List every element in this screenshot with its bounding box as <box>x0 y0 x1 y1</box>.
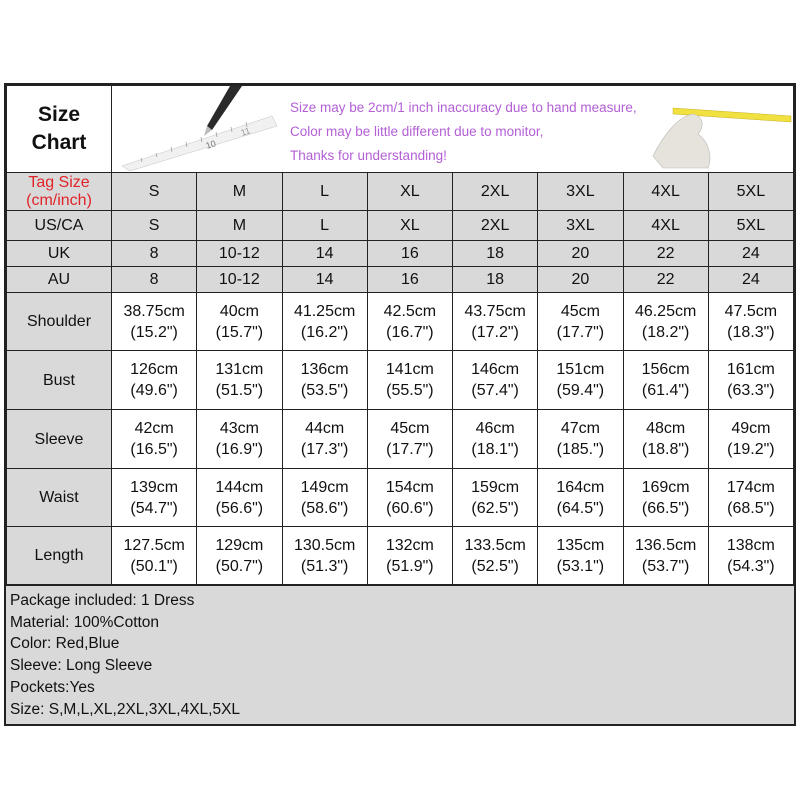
measure-cell: 43cm (16.9") <box>197 410 282 469</box>
cell: XL <box>367 211 452 241</box>
size-cell: 4XL <box>623 173 708 211</box>
measure-cell: 42.5cm (16.7") <box>367 293 452 351</box>
cell: 5XL <box>708 211 793 241</box>
row-label: AU <box>7 267 112 293</box>
size-cell: 3XL <box>538 173 623 211</box>
cell: 4XL <box>623 211 708 241</box>
cell: 10-12 <box>197 241 282 267</box>
measurement-row-length <box>7 527 794 585</box>
row-label: Sleeve <box>7 410 112 469</box>
measure-cell: 42cm (16.5") <box>112 410 197 469</box>
cell: 3XL <box>538 211 623 241</box>
measure-cell: 169cm (66.5") <box>623 469 708 527</box>
tag-size-row <box>7 173 794 211</box>
notice-banner <box>112 86 794 173</box>
hand-measuring-tape-icon <box>633 86 793 171</box>
cell: 10-12 <box>197 267 282 293</box>
cell: 14 <box>282 241 367 267</box>
cell: 24 <box>708 267 793 293</box>
measure-cell: 136.5cm (53.7") <box>623 527 708 585</box>
measurement-row-bust <box>7 351 794 410</box>
svg-text:11: 11 <box>239 125 252 138</box>
pencil-ruler-icon <box>112 86 282 171</box>
measure-cell: 139cm (54.7") <box>112 469 197 527</box>
measure-cell: 149cm (58.6") <box>282 469 367 527</box>
notice-text: Size may be 2cm/1 inch inaccuracy due to hand measure, Color may be little different due to monitor, Thanks for understanding! <box>290 100 637 163</box>
measure-cell: 146cm (57.4") <box>453 351 538 410</box>
row-label: Shoulder <box>7 293 112 351</box>
conversion-row-us-ca <box>7 211 794 241</box>
chart-title: Size Chart <box>7 86 112 173</box>
cell: 8 <box>112 267 197 293</box>
cell: 16 <box>367 241 452 267</box>
measure-cell: 156cm (61.4") <box>623 351 708 410</box>
row-label: Waist <box>7 469 112 527</box>
cell: 18 <box>453 267 538 293</box>
cell: 16 <box>367 267 452 293</box>
measure-cell: 138cm (54.3") <box>708 527 793 585</box>
measure-cell: 164cm (64.5") <box>538 469 623 527</box>
measure-cell: 141cm (55.5") <box>367 351 452 410</box>
note-color: Color: Red,Blue <box>10 635 120 653</box>
size-cell: S <box>112 173 197 211</box>
measure-cell: 126cm (49.6") <box>112 351 197 410</box>
conversion-row-au <box>7 267 794 293</box>
measure-cell: 136cm (53.5") <box>282 351 367 410</box>
note-sizes: Size: S,M,L,XL,2XL,3XL,4XL,5XL <box>10 700 241 718</box>
measure-cell: 154cm (60.6") <box>367 469 452 527</box>
measurement-row-waist <box>7 469 794 527</box>
cell: 8 <box>112 241 197 267</box>
measure-cell: 129cm (50.7") <box>197 527 282 585</box>
measure-cell: 159cm (62.5") <box>453 469 538 527</box>
measure-cell: 40cm (15.7") <box>197 293 282 351</box>
cell: 2XL <box>453 211 538 241</box>
conversion-row-uk <box>7 241 794 267</box>
header-row <box>7 86 794 173</box>
measure-cell: 133.5cm (52.5") <box>453 527 538 585</box>
measure-cell: 130.5cm (51.3") <box>282 527 367 585</box>
measure-cell: 48cm (18.8") <box>623 410 708 469</box>
measure-cell: 43.75cm (17.2") <box>453 293 538 351</box>
row-label: US/CA <box>7 211 112 241</box>
measure-cell: 174cm (68.5") <box>708 469 793 527</box>
row-label: UK <box>7 241 112 267</box>
size-cell: 2XL <box>453 173 538 211</box>
note-sleeve: Sleeve: Long Sleeve <box>10 657 153 675</box>
cell: L <box>282 211 367 241</box>
note-material: Material: 100%Cotton <box>10 613 160 631</box>
size-cell: 5XL <box>708 173 793 211</box>
measure-cell: 38.75cm (15.2") <box>112 293 197 351</box>
measurement-row-shoulder <box>7 293 794 351</box>
note-pockets: Pockets:Yes <box>10 678 95 696</box>
cell: M <box>197 211 282 241</box>
measure-cell: 45cm (17.7") <box>367 410 452 469</box>
measure-cell: 135cm (53.1") <box>538 527 623 585</box>
measurement-row-sleeve <box>7 410 794 469</box>
measure-cell: 45cm (17.7") <box>538 293 623 351</box>
measure-cell: 41.25cm (16.2") <box>282 293 367 351</box>
cell: 22 <box>623 267 708 293</box>
measure-cell: 46.25cm (18.2") <box>623 293 708 351</box>
measure-cell: 46cm (18.1") <box>453 410 538 469</box>
measure-cell: 144cm (56.6") <box>197 469 282 527</box>
measure-cell: 131cm (51.5") <box>197 351 282 410</box>
measure-cell: 151cm (59.4") <box>538 351 623 410</box>
size-cell: XL <box>367 173 452 211</box>
size-cell: L <box>282 173 367 211</box>
cell: 24 <box>708 241 793 267</box>
size-cell: M <box>197 173 282 211</box>
cell: 14 <box>282 267 367 293</box>
cell: 20 <box>538 267 623 293</box>
cell: 20 <box>538 241 623 267</box>
row-label: Bust <box>7 351 112 410</box>
measure-cell: 49cm (19.2") <box>708 410 793 469</box>
tag-size-label: Tag Size (cm/inch) <box>7 173 112 211</box>
size-chart-table <box>4 83 796 726</box>
cell: 18 <box>453 241 538 267</box>
cell: S <box>112 211 197 241</box>
measure-cell: 47.5cm (18.3") <box>708 293 793 351</box>
measure-cell: 132cm (51.9") <box>367 527 452 585</box>
measure-cell: 161cm (63.3") <box>708 351 793 410</box>
svg-text:10: 10 <box>204 138 218 151</box>
note-package: Package included: 1 Dress <box>10 592 195 609</box>
product-notes <box>6 585 794 724</box>
measure-cell: 44cm (17.3") <box>282 410 367 469</box>
measure-cell: 47cm (185.") <box>538 410 623 469</box>
cell: 22 <box>623 241 708 267</box>
measure-cell: 127.5cm (50.1") <box>112 527 197 585</box>
row-label: Length <box>7 527 112 585</box>
